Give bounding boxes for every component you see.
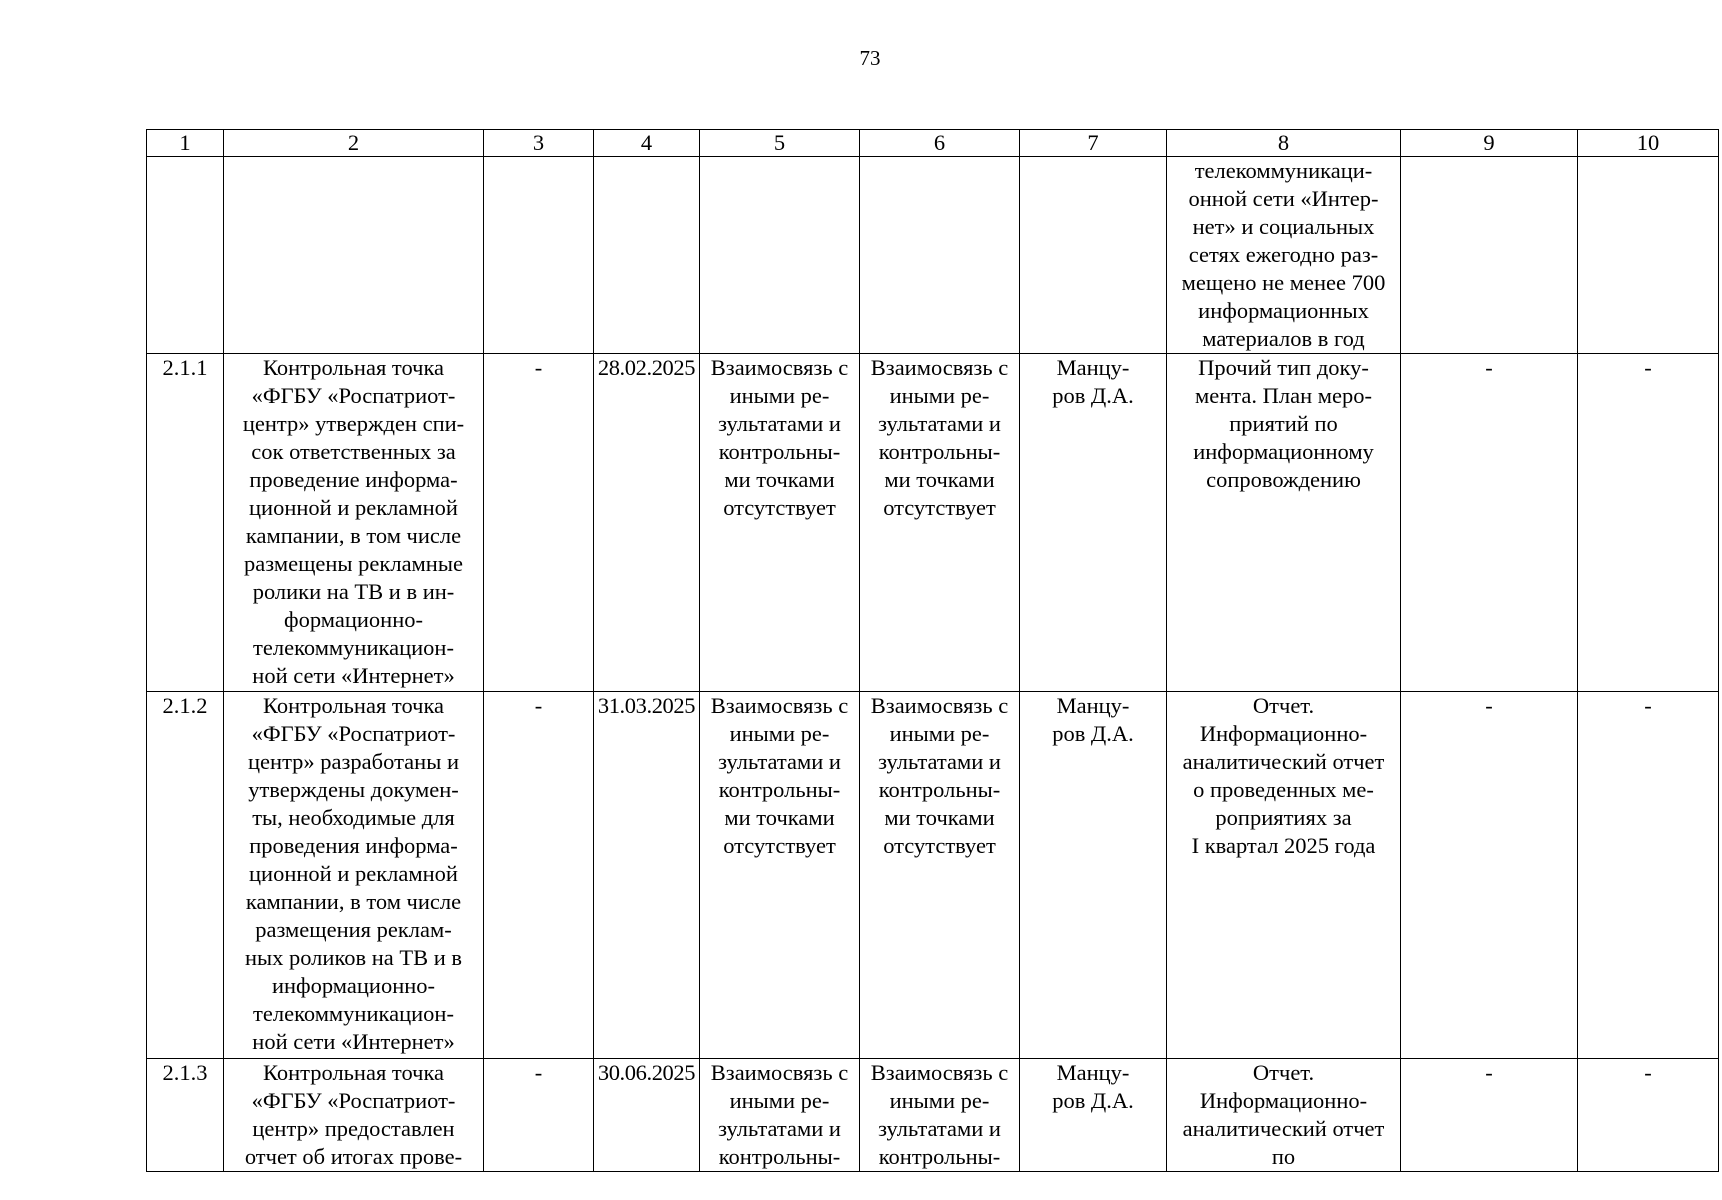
header-col-6: 6 [860,130,1020,157]
empty-cell [1578,157,1719,354]
continuation-document-text: телекоммуникаци- онной сети «Интер- нет» и социальных сетях ежегодно раз- мещено не менее 700 информационных материалов в год [1181,158,1386,351]
relation-results-cell: Взаимосвязь с иными ре- зультатами и контрольны- ми точками отсутствует [700,354,860,692]
header-col-5: 5 [700,130,860,157]
header-col-3: 3 [484,130,594,157]
document-type: Отчет. Информационно- аналитический отчет о проведенных ме- роприятиях за I квартал 2025 года [1167,692,1401,1059]
col3-value: - [484,692,594,1059]
relation-results-cell: Взаимосвязь с иными ре- зультатами и контрольны- [700,1059,860,1172]
header-col-7: 7 [1020,130,1167,157]
header-col-2: 2 [224,130,484,157]
header-col-1: 1 [147,130,224,157]
col3-value: - [484,354,594,692]
responsible-person: Манцу- ров Д.А. [1020,1059,1167,1172]
col10-value: - [1578,354,1719,692]
col3-value: - [484,1059,594,1172]
header-row [147,130,1719,157]
col10-value: - [1578,692,1719,1059]
col10-value: - [1578,1059,1719,1172]
table-row [147,1059,1719,1172]
header-col-9: 9 [1401,130,1578,157]
header-col-10: 10 [1578,130,1719,157]
responsible-person: Манцу- ров Д.А. [1020,692,1167,1059]
control-points-table [146,129,1719,1172]
table-row [147,354,1719,692]
empty-cell [484,157,594,354]
empty-cell [1020,157,1167,354]
empty-cell [700,157,860,354]
responsible-person: Манцу- ров Д.А. [1020,354,1167,692]
col9-value: - [1401,1059,1578,1172]
continuation-document-cell [1167,157,1401,354]
table-row [147,692,1719,1059]
empty-cell [594,157,700,354]
relation-results-cell: Взаимосвязь с иными ре- зультатами и контрольны- ми точками отсутствует [860,692,1020,1059]
relation-results-cell: Взаимосвязь с иными ре- зультатами и контрольны- ми точками отсутствует [860,354,1020,692]
empty-cell [1401,157,1578,354]
page-number: 73 [859,46,881,70]
document-type: Прочий тип доку- мента. План меро- приятий по информационному сопровождению [1167,354,1401,692]
row-number: 2.1.1 [147,354,224,692]
deadline-date: 28.02.2025 [594,354,700,692]
row-number: 2.1.2 [147,692,224,1059]
control-point-name: Контрольная точка «ФГБУ «Роспатриот- центр» утвержден спи- сок ответственных за проведение информа- ционной и рекламной кампании, в том числе размещены рекламные ролики на ТВ и в ин- формационно- телекоммуникацион- ной сети «Интернет» [224,354,484,692]
control-point-name: Контрольная точка «ФГБУ «Роспатриот- центр» разработаны и утверждены докумен- ты, необходимые для проведения информа- ционной и рекламной кампании, в том числе размещения реклам- ных роликов на ТВ и в информационно- телекоммуникацион- ной сети «Интернет» [224,692,484,1059]
row-number: 2.1.3 [147,1059,224,1172]
empty-cell [860,157,1020,354]
continuation-row [147,157,1719,354]
col9-value: - [1401,354,1578,692]
header-col-8: 8 [1167,130,1401,157]
document-type: Отчет. Информационно- аналитический отчет по [1167,1059,1401,1172]
header-col-4: 4 [594,130,700,157]
control-point-name: Контрольная точка «ФГБУ «Роспатриот- центр» предоставлен отчет об итогах прове- [224,1059,484,1172]
col9-value: - [1401,692,1578,1059]
deadline-date: 30.06.2025 [594,1059,700,1172]
deadline-date: 31.03.2025 [594,692,700,1059]
empty-cell [224,157,484,354]
empty-cell [147,157,224,354]
relation-results-cell: Взаимосвязь с иными ре- зультатами и контрольны- ми точками отсутствует [700,692,860,1059]
relation-results-cell: Взаимосвязь с иными ре- зультатами и контрольны- [860,1059,1020,1172]
